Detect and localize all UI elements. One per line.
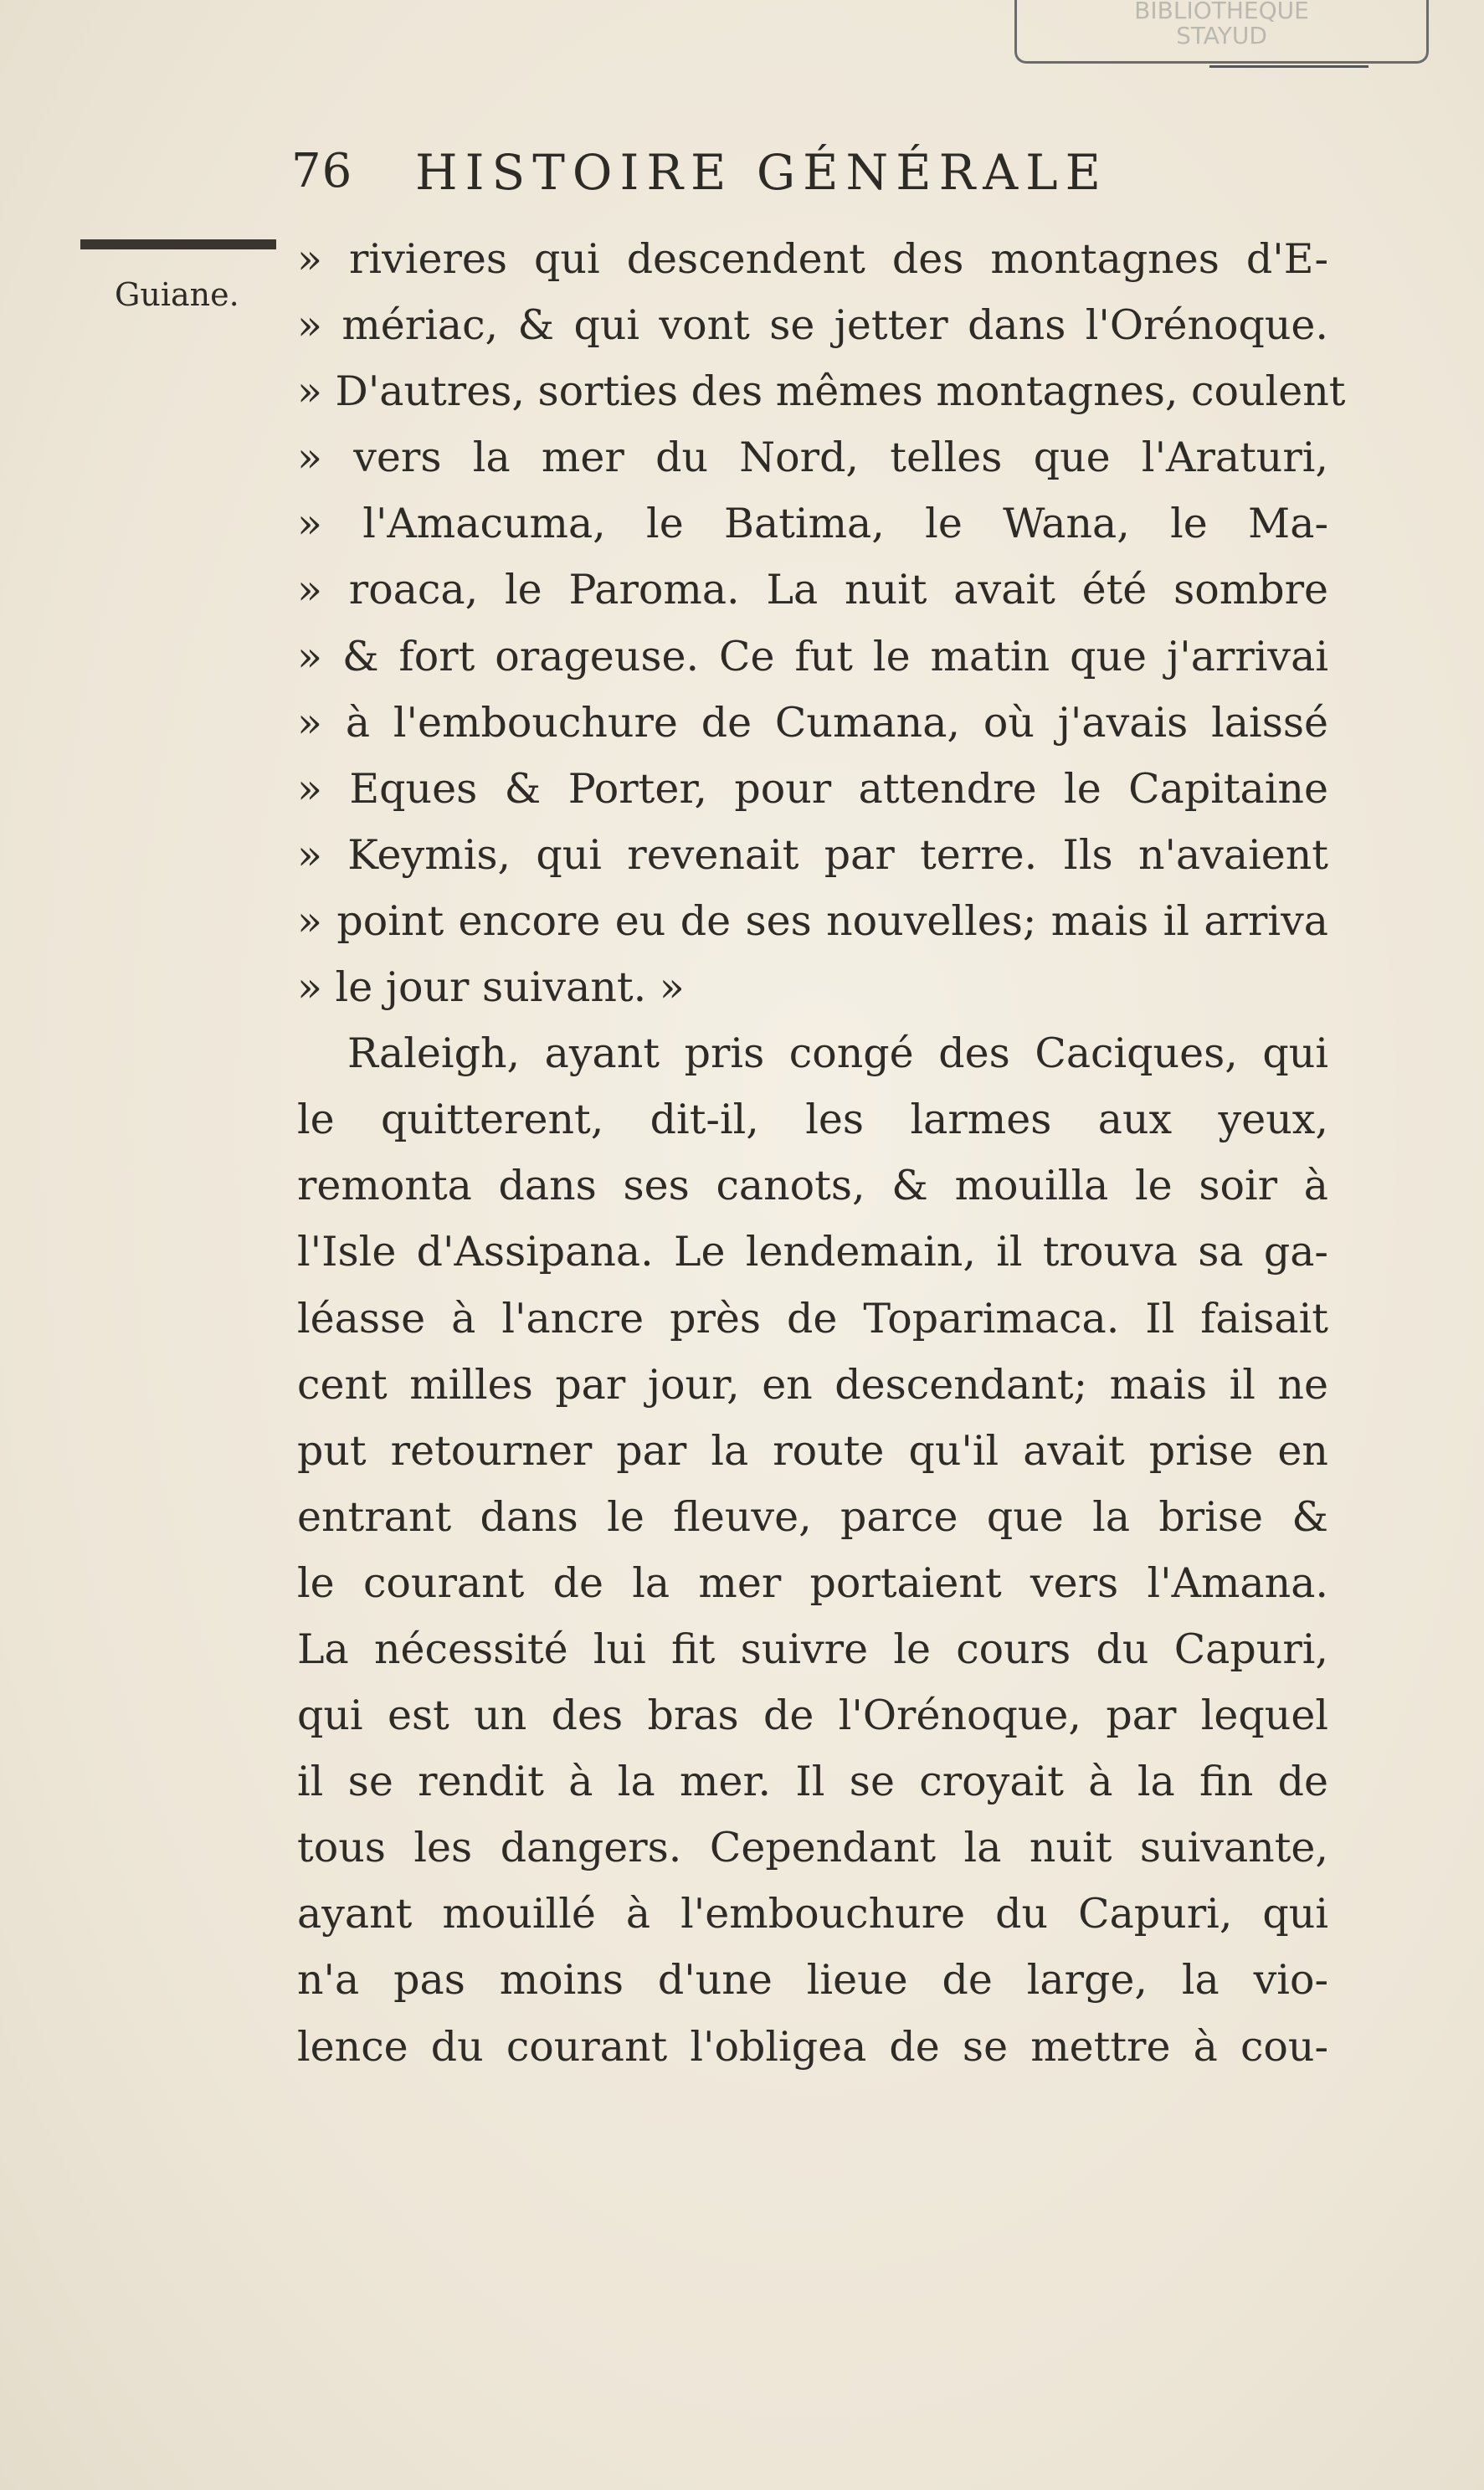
text-line: » D'autres, sorties des mêmes montagnes, coulent [297, 367, 1346, 416]
text-line: » mériac, & qui vont se jetter dans l'Orénoque. [297, 301, 1328, 350]
text-line: cent milles par jour, en descendant; mais il ne [297, 1360, 1328, 1409]
stamp-text: BIBLIOTHEQUE STAYUD [1134, 0, 1309, 49]
text-line: léasse à l'ancre près de Toparimaca. Il faisait [297, 1294, 1328, 1343]
text-line: » Eques & Porter, pour attendre le Capitaine [297, 764, 1328, 813]
running-title: HISTOIRE GÉNÉRALE [415, 144, 1108, 201]
text-line: » Keymis, qui revenait par terre. Ils n'avaient [297, 830, 1328, 879]
margin-rule [80, 239, 276, 249]
text-line: » à l'embouchure de Cumana, où j'avais laissé [297, 698, 1328, 747]
text-line: » point encore eu de ses nouvelles; mais il arriva [297, 896, 1328, 945]
text-line: » & fort orageuse. Ce fut le matin que j'arrivai [297, 632, 1328, 680]
text-line: le courant de la mer portaient vers l'Amana. [297, 1558, 1328, 1607]
text-line: » vers la mer du Nord, telles que l'Araturi, [297, 434, 1328, 482]
text-line: » roaca, le Paroma. La nuit avait été sombre [297, 566, 1328, 614]
text-line: » l'Amacuma, le Batima, le Wana, le Ma- [297, 500, 1328, 548]
text-line: » le jour suivant. » [297, 963, 685, 1012]
page-number: 76 [291, 144, 353, 198]
text-line: qui est un des bras de l'Orénoque, par lequel [297, 1692, 1328, 1740]
text-line: Raleigh, ayant pris congé des Caciques, qui [347, 1029, 1328, 1078]
library-stamp [1014, 0, 1429, 64]
text-line: l'Isle d'Assipana. Le lendemain, il trouva sa ga- [297, 1228, 1328, 1276]
body-text [297, 226, 1346, 2080]
stamp-underline [1209, 65, 1368, 68]
text-line: tous les dangers. Cependant la nuit suivante, [297, 1824, 1328, 1872]
margin-note: Guiane. [115, 276, 239, 313]
text-line: » rivieres qui descendent des montagnes d'E- [297, 235, 1328, 283]
text-line: remonta dans ses canots, & mouilla le soir à [297, 1162, 1328, 1210]
text-line: entrant dans le fleuve, parce que la brise & [297, 1492, 1328, 1541]
text-line: put retourner par la route qu'il avait prise en [297, 1426, 1328, 1475]
text-line: il se rendit à la mer. Il se croyait à la fin de [297, 1758, 1328, 1806]
text-line: ayant mouillé à l'embouchure du Capuri, qui [297, 1890, 1328, 1938]
page-header [291, 144, 1329, 211]
text-line: La nécessité lui fit suivre le cours du Capuri, [297, 1625, 1328, 1673]
text-line: n'a pas moins d'une lieue de large, la vio- [297, 1956, 1328, 2005]
text-line: le quitterent, dit-il, les larmes aux yeux, [297, 1096, 1328, 1144]
text-line: lence du courant l'obligea de se mettre à cou- [297, 2022, 1328, 2071]
